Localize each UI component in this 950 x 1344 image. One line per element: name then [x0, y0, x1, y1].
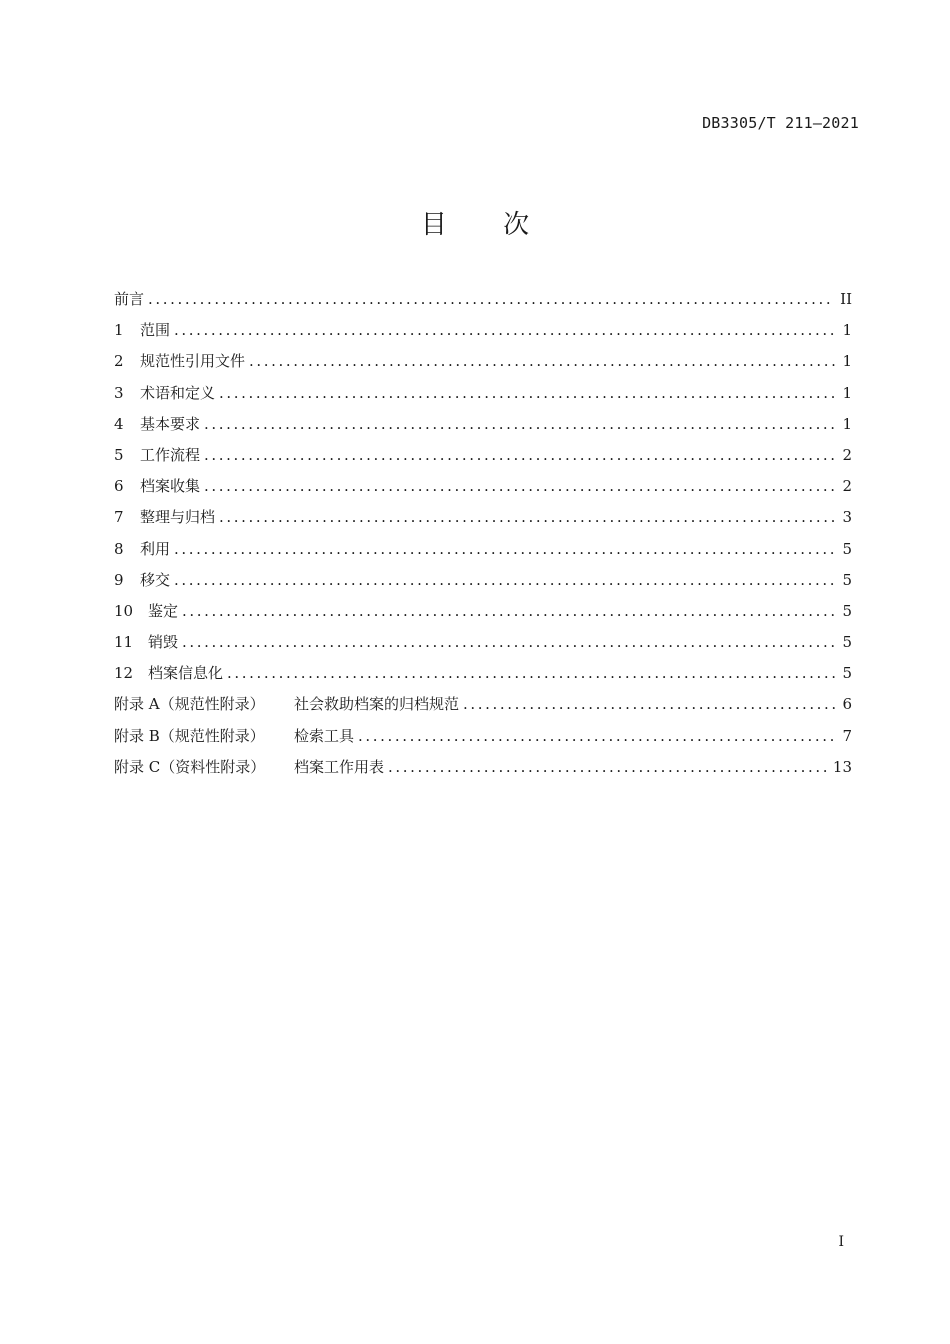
- toc-dot-leader: [227, 658, 836, 689]
- toc-item-page: 1: [842, 414, 852, 433]
- toc-item-appraisal[interactable]: [114, 596, 852, 627]
- toc-item-page: 5: [842, 664, 852, 683]
- toc-item-number: 2: [114, 352, 124, 371]
- toc-dot-leader: [174, 315, 836, 346]
- toc-dot-leader: [182, 627, 836, 658]
- toc-item-destruction[interactable]: [114, 627, 852, 658]
- toc-item-page: 1: [842, 383, 852, 402]
- toc-item-page: II: [840, 290, 852, 308]
- toc-dot-leader: [249, 346, 836, 377]
- toc-dot-leader: [174, 534, 836, 565]
- toc-item-page: 2: [842, 477, 852, 496]
- toc-item-page: 5: [842, 601, 852, 620]
- toc-item-number: 6: [114, 477, 124, 496]
- toc-item-label: 利用: [140, 539, 171, 558]
- toc-item-label: 移交: [140, 570, 171, 589]
- toc-item-basic-requirements[interactable]: [114, 409, 852, 440]
- toc-item-label: 检索工具: [294, 726, 355, 745]
- toc-dot-leader: [148, 284, 834, 315]
- toc-dot-leader: [204, 440, 836, 471]
- document-code: DB3305/T 211—2021: [702, 114, 859, 132]
- toc-item-label: 范围: [140, 321, 171, 340]
- toc-item-normative-references[interactable]: [114, 346, 852, 377]
- toc-item-number: 9: [114, 570, 124, 589]
- toc-item-page: 13: [832, 757, 852, 776]
- toc-item-number: 5: [114, 445, 124, 464]
- table-of-contents: [114, 284, 852, 783]
- toc-item-number: 1: [114, 321, 124, 340]
- toc-dot-leader: [219, 502, 836, 533]
- toc-item-label: 术语和定义: [140, 383, 216, 402]
- toc-item-foreword[interactable]: [114, 284, 852, 315]
- toc-item-label: 档案工作用表: [294, 757, 385, 776]
- toc-item-page: 7: [842, 726, 852, 745]
- toc-item-number: 12: [114, 664, 134, 683]
- toc-item-number: 10: [114, 601, 134, 620]
- toc-dot-leader: [204, 471, 836, 502]
- toc-item-archive-informatization[interactable]: [114, 658, 852, 689]
- toc-item-arrangement-filing[interactable]: [114, 502, 852, 533]
- toc-dot-leader: [204, 409, 836, 440]
- toc-annex-tag: 附录 A（规范性附录）: [114, 695, 265, 714]
- toc-dot-leader: [358, 721, 836, 752]
- toc-item-label: 档案收集: [140, 477, 201, 496]
- toc-item-label: 整理与归档: [140, 508, 216, 527]
- toc-item-page: 5: [842, 633, 852, 652]
- toc-item-number: 11: [114, 633, 134, 652]
- toc-item-number: 3: [114, 383, 124, 402]
- toc-item-terms-definitions[interactable]: [114, 378, 852, 409]
- toc-item-number: 7: [114, 508, 124, 527]
- toc-item-archive-collection[interactable]: [114, 471, 852, 502]
- toc-item-page: 6: [842, 695, 852, 714]
- toc-item-page: 5: [842, 570, 852, 589]
- toc-item-transfer[interactable]: [114, 565, 852, 596]
- toc-item-label: 前言: [114, 290, 145, 308]
- toc-dot-leader: [182, 596, 836, 627]
- toc-item-number: 4: [114, 414, 124, 433]
- toc-item-page: 1: [842, 321, 852, 340]
- toc-annex-tag: 附录 B（规范性附录）: [114, 726, 265, 745]
- toc-item-label: 规范性引用文件: [140, 352, 246, 371]
- toc-item-annex-c[interactable]: [114, 752, 852, 783]
- toc-item-page: 1: [842, 352, 852, 371]
- toc-item-label: 档案信息化: [148, 664, 224, 683]
- toc-item-scope[interactable]: [114, 315, 852, 346]
- toc-item-label: 工作流程: [140, 445, 201, 464]
- toc-dot-leader: [174, 565, 836, 596]
- toc-dot-leader: [463, 689, 836, 720]
- toc-item-label: 销毁: [148, 633, 179, 652]
- toc-item-workflow[interactable]: [114, 440, 852, 471]
- toc-annex-tag: 附录 C（资料性附录）: [114, 757, 266, 776]
- page-number: I: [838, 1234, 844, 1250]
- toc-item-page: 2: [842, 445, 852, 464]
- toc-item-annex-b[interactable]: [114, 721, 852, 752]
- toc-item-number: 8: [114, 539, 124, 558]
- toc-item-label: 鉴定: [148, 601, 179, 620]
- page-title: 目 次: [420, 210, 554, 240]
- toc-item-annex-a[interactable]: [114, 689, 852, 720]
- toc-item-page: 5: [842, 539, 852, 558]
- toc-dot-leader: [219, 378, 836, 409]
- toc-item-utilization[interactable]: [114, 534, 852, 565]
- toc-item-label: 社会救助档案的归档规范: [294, 695, 460, 714]
- toc-item-page: 3: [842, 508, 852, 527]
- toc-item-label: 基本要求: [140, 414, 201, 433]
- toc-dot-leader: [388, 752, 827, 783]
